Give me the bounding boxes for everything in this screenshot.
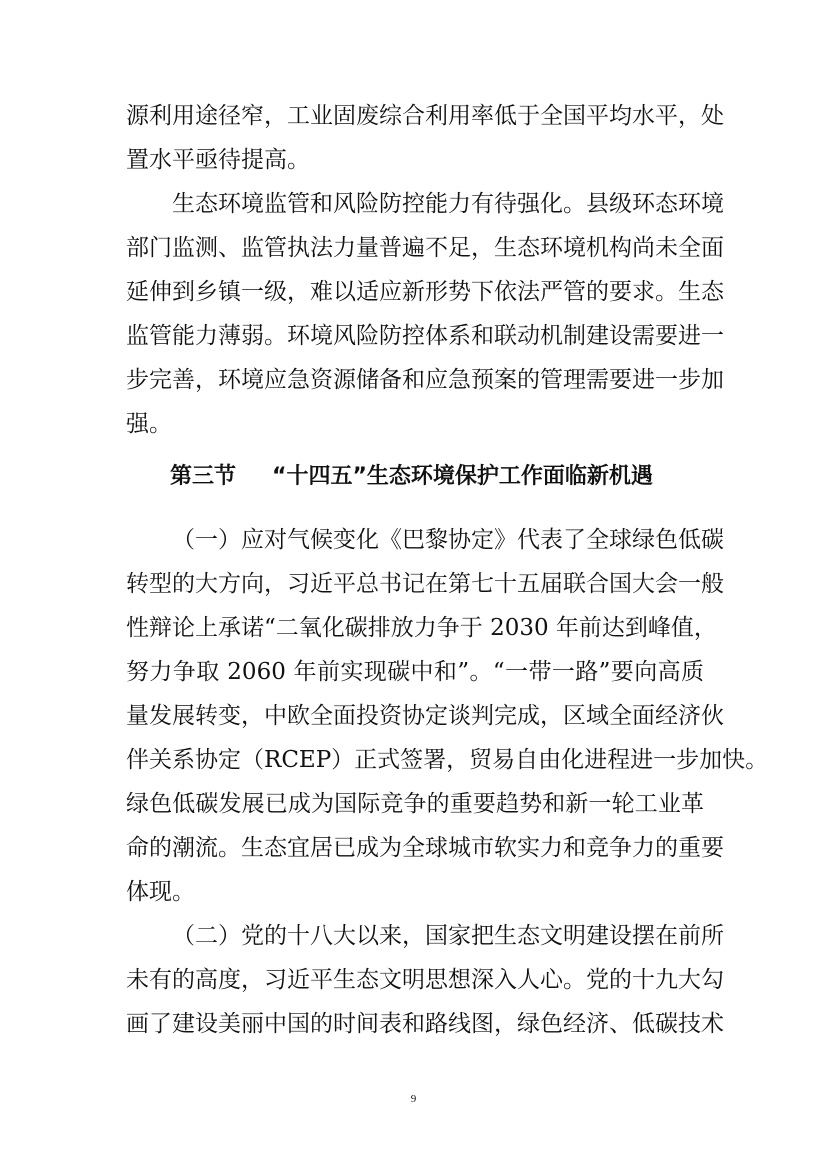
section-heading-label: 第三节 xyxy=(170,464,237,489)
paragraph-3-line-1: （一）应对气候变化《巴黎协定》代表了全球绿色低碳 xyxy=(172,527,724,553)
paragraph-3-line-4: 努力争取 2060 年前实现碳中和”。“一带一路”要向高质 xyxy=(126,659,704,685)
paragraph-2-line-1: 生态环境监管和风险防控能力有待强化。县级环态环境 xyxy=(172,191,724,217)
paragraph-4-line-3: 画了建设美丽中国的时间表和路线图，绿色经济、低碳技术 xyxy=(126,1011,724,1037)
paragraph-3-line-8: 命的潮流。生态宜居已成为全球城市软实力和竞争力的重要 xyxy=(126,835,724,861)
paragraph-2-line-3: 延伸到乡镇一级，难以适应新形势下依法严管的要求。生态 xyxy=(126,279,724,305)
paragraph-3-line-2: 转型的大方向，习近平总书记在第七十五届联合国大会一般 xyxy=(126,571,724,597)
page-number: 9 xyxy=(410,1093,417,1105)
section-heading-title: “十四五”生态环境保护工作面临新机遇 xyxy=(272,464,653,489)
paragraph-1-line-2: 置水平亟待提高。 xyxy=(126,147,310,173)
section-heading xyxy=(170,462,653,492)
paragraph-4-line-1: （二）党的十八大以来，国家把生态文明建设摆在前所 xyxy=(172,923,724,949)
paragraph-4-line-2: 未有的高度，习近平生态文明思想深入人心。党的十九大勾 xyxy=(126,967,724,993)
paragraph-2-line-4: 监管能力薄弱。环境风险防控体系和联动机制建设需要进一 xyxy=(126,323,724,349)
paragraph-3-line-3: 性辩论上承诺“二氧化碳排放力争于 2030 年前达到峰值， xyxy=(126,615,717,641)
paragraph-3-line-7: 绿色低碳发展已成为国际竞争的重要趋势和新一轮工业革 xyxy=(126,791,704,817)
paragraph-3-line-5: 量发展转变，中欧全面投资协定谈判完成，区域全面经济伙 xyxy=(126,703,724,729)
paragraph-3-line-9: 体现。 xyxy=(126,879,195,905)
paragraph-2-line-2: 部门监测、监管执法力量普遍不足，生态环境机构尚未全面 xyxy=(126,235,724,261)
paragraph-3-line-6: 伴关系协定（RCEP）正式签署，贸易自由化进程进一步加快。 xyxy=(126,747,769,773)
paragraph-2-line-5: 步完善，环境应急资源储备和应急预案的管理需要进一步加 xyxy=(126,367,724,393)
paragraph-1-line-1: 源利用途径窄，工业固废综合利用率低于全国平均水平，处 xyxy=(126,103,724,129)
paragraph-2-line-6: 强。 xyxy=(126,411,172,437)
